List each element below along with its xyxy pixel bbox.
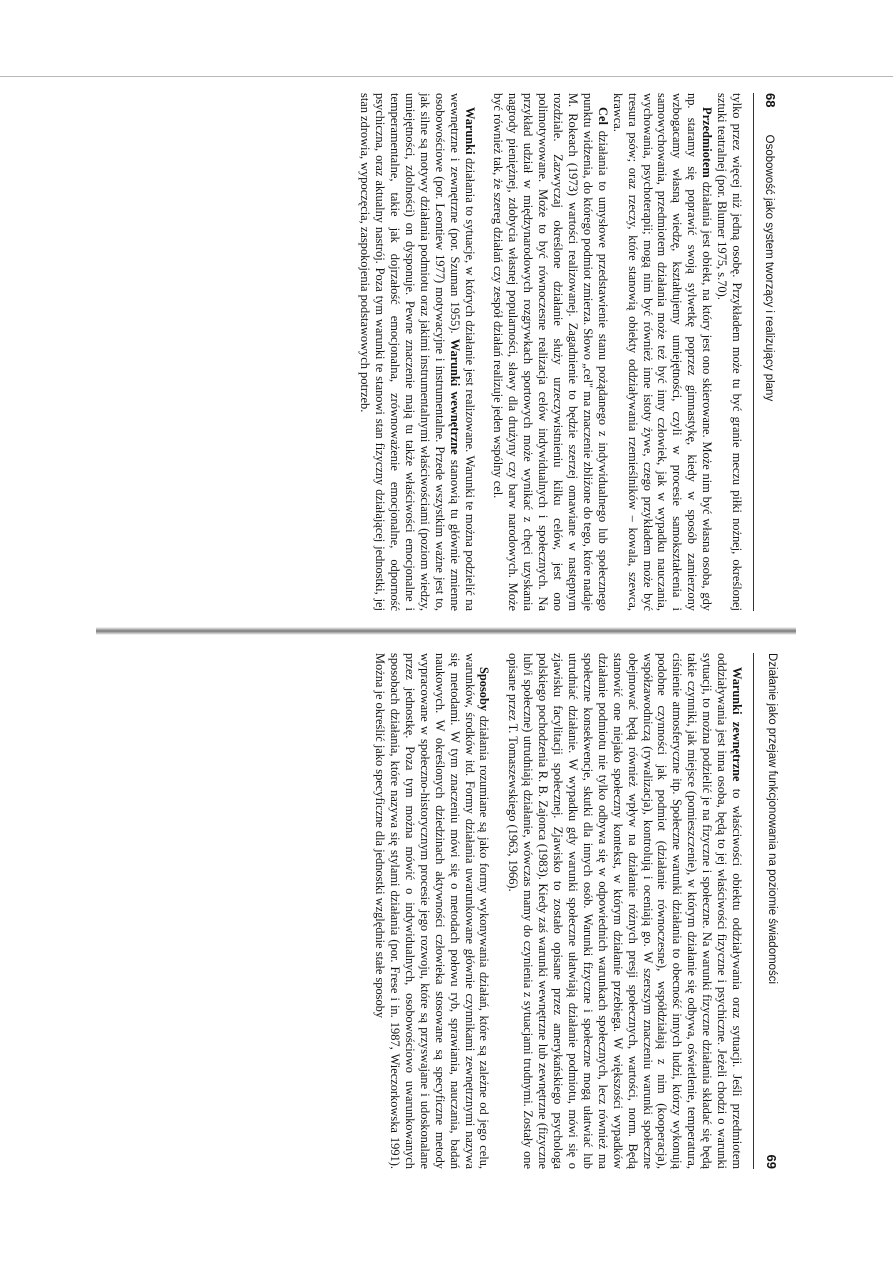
paragraph <box>714 93 744 611</box>
right-page <box>96 631 796 1181</box>
paragraph-text: tylko przez więcej niż jedną osobę. Przykładem może tu być granie meczu piłki nożnej, określonej sztuki teatralnej (por. Blumer 1975, s.70). <box>715 93 744 611</box>
right-page-number: 69 <box>764 1154 779 1169</box>
term: Sposoby <box>477 667 492 712</box>
term: Warunki zewnętrzne <box>730 667 744 782</box>
scan-edge-line <box>0 76 893 77</box>
term: Przedmiotem <box>700 107 715 178</box>
paragraph <box>506 653 745 1169</box>
paragraph-text: to właściwości obiektu oddziaływania oraz sytuacji. Jeśli przedmiotem oddziaływania jest inna osoba, będą to jej właściwości fizyczne i psychiczne. Jeżeli chodzi o warunki sytuacji, to można podzielić je na fizyczne i społeczne. Na warunki fizyczne działania składać się będą takie czynniki, jak miejsce (pomieszczenie), w którym działanie się odbywa, oświetlenie, temperatura, ciśnienie atmosferyczne itp. Społeczne warunki działania to obecność innych ludzi, którzy wykonują podobne czynności jak podmiot (działanie równoczesne), współdziałają z nim (kooperacja), współzawodniczą (rywalizacja), kontrolują i oceniają go. W szerszym znaczeniu warunki społeczne obejmować będą również wpływ na działanie różnych presji społecznych, wartości, norm. Będą stanowić one niejako społeczny kontekst, w którym działanie przebiega. W większości wypadków działanie podmiotu nie tylko odbywa się w odpowiednich warunkach społecznych, lecz również ma społeczne konsekwencje, skutki dla innych osób. Warunki fizyczne i społeczne mogą ułatwiać lub utrudniać działanie. W wypadku gdy warunki społeczne ułatwiają działanie podmiotu, mówi się o zjawisku facylitacji społecznej. Zjawisko to zostało opisane przez amerykańskiego psychologa polskiego pochodzenia R. B. Zajonca (1983). Kiedy zaś warunki wewnętrzne lub zewnętrzne (fizyczne lub/i społeczne) utrudniają działanie, wówczas mamy do czynienia z sytuacjami trudnymi. Zostały one opisane przez T. Tomaszewskiego (1963, 1966). <box>506 653 744 1169</box>
paragraph <box>610 93 714 611</box>
paragraph-text: stanowią tu głównie zmienne osobowościowe (por. Leontiew 1977) motywacyjne i instrumentalne. Przede wszystkim ważne jest to, jak silne są motywy działania podmiotu oraz jakimi instrumentalnymi właściwościami (poziom wiedzy, umiejętności, zdolności) on dysponuje. Pewne znaczenie mają tu także właściwości emocjonalne i temperamentalne, takie jak dojrzałość emocjonalna, zrównoważenie emocjonalne, odporność psychiczna, oraz aktualny nastrój. Poza tym warunki te stanowi stan fizyczny działającej jednostki, jej stan zdrowia, wypoczęcia, zaspokojenia podstawowych potrzeb. <box>358 93 462 611</box>
paragraph-text: działania to sytuacje, w których działanie jest realizowane. Warunki te można podzielić na wewnętrzne i zewnętrzne (por. Szuman 1955). <box>447 93 477 611</box>
term: Warunki wewnętrzne <box>447 338 462 455</box>
paragraph-text: działania rozumiane są jako formy wykonywania działań, które są zależne od jego celu, warunków, środków itd. Formy działania uwarunkowane głównie czynnikami zewnętrznymi nazywa się metodami. W tym znaczeniu mówi się o metodach połowu ryb, sprawiania, nauczania, badań naukowych. W określonych dziedzinach aktywności człowieka stosowane są specyficzne metody wypracowane w społeczno-historycznym procesie jego rozwoju, które są przyswajane i udoskonalane przez jednostkę. Poza tym można mówić o indywidualnych, osobowościowo uwarunkowanych sposobach działania, które nazywa się stylami działania (por. Frese i in. 1987, Wieczorkowska 1991). Można je określić jako specyficzne dla jednostki względnie stałe sposoby <box>373 653 492 1169</box>
paragraph <box>491 93 610 611</box>
paragraph-text: działania jest obiekt, na który jest ono skierowane. Może nim być własna osoba, gdy np. staramy się poprawić swoją sylwetkę poprzez gimnastykę, kiedy w sposób zamierzony wzbogacamy własną wiedzę, kształtujemy umiejętności, czyli w procesie samokształcenia i samowychowania, przedmiotem działania może też być inny człowiek, jak w wypadku nauczania, wychowania, psychoterapii; mogą nim być również inne istoty żywe, czego przykładem może być tresura psów; oraz rzeczy, które stanowią obiekty oddziaływania rzemieślników – kowala, szewca, krawca. <box>610 93 715 611</box>
left-page <box>96 81 796 631</box>
paragraph-text: działania to umysłowe przedstawienie stanu pożądanego z indywidualnego lub społecznego punktu widzenia, do którego podmiot zmierza. Słowo „cel" ma znaczenie zbliżone do tego, które nadaje M. Rokeach (1973) wartości realizowanej. Zagadnienie to będzie szerzej omawiane w następnym rozdziale. Zazwyczaj określone działanie służy urzeczywistnieniu kilku celów, jest ono polimotywowane. Może to być równoczesne realizacja celów indywidualnych i społecznych. Na przykład udział w międzynarodowych rozgrywkach sportowych może wynikać z chęci uzyskania nagrody pieniężnej, zdobycia własnej popularności, sławy dla drużyny czy barw narodowych. Może być również tak, że szereg działań czy zespół działań realizuje jeden wspólny cel. <box>491 93 610 611</box>
right-head-rule <box>753 653 754 1169</box>
left-head-title: Osobowość jako system tworzący i realizujący plany <box>763 134 775 402</box>
book-spread <box>96 81 796 1181</box>
term: Warunki <box>462 107 477 155</box>
left-body-text <box>357 93 744 611</box>
right-head-title: Działanie jako przejaw funkcjonowania na poziomie świadomości <box>766 653 778 985</box>
left-page-number: 68 <box>763 93 778 108</box>
paragraph <box>372 653 491 1169</box>
left-running-head <box>763 93 778 611</box>
left-head-rule <box>753 93 754 611</box>
right-body-text <box>372 653 744 1169</box>
term: Cel <box>595 107 610 125</box>
paragraph <box>357 93 476 611</box>
